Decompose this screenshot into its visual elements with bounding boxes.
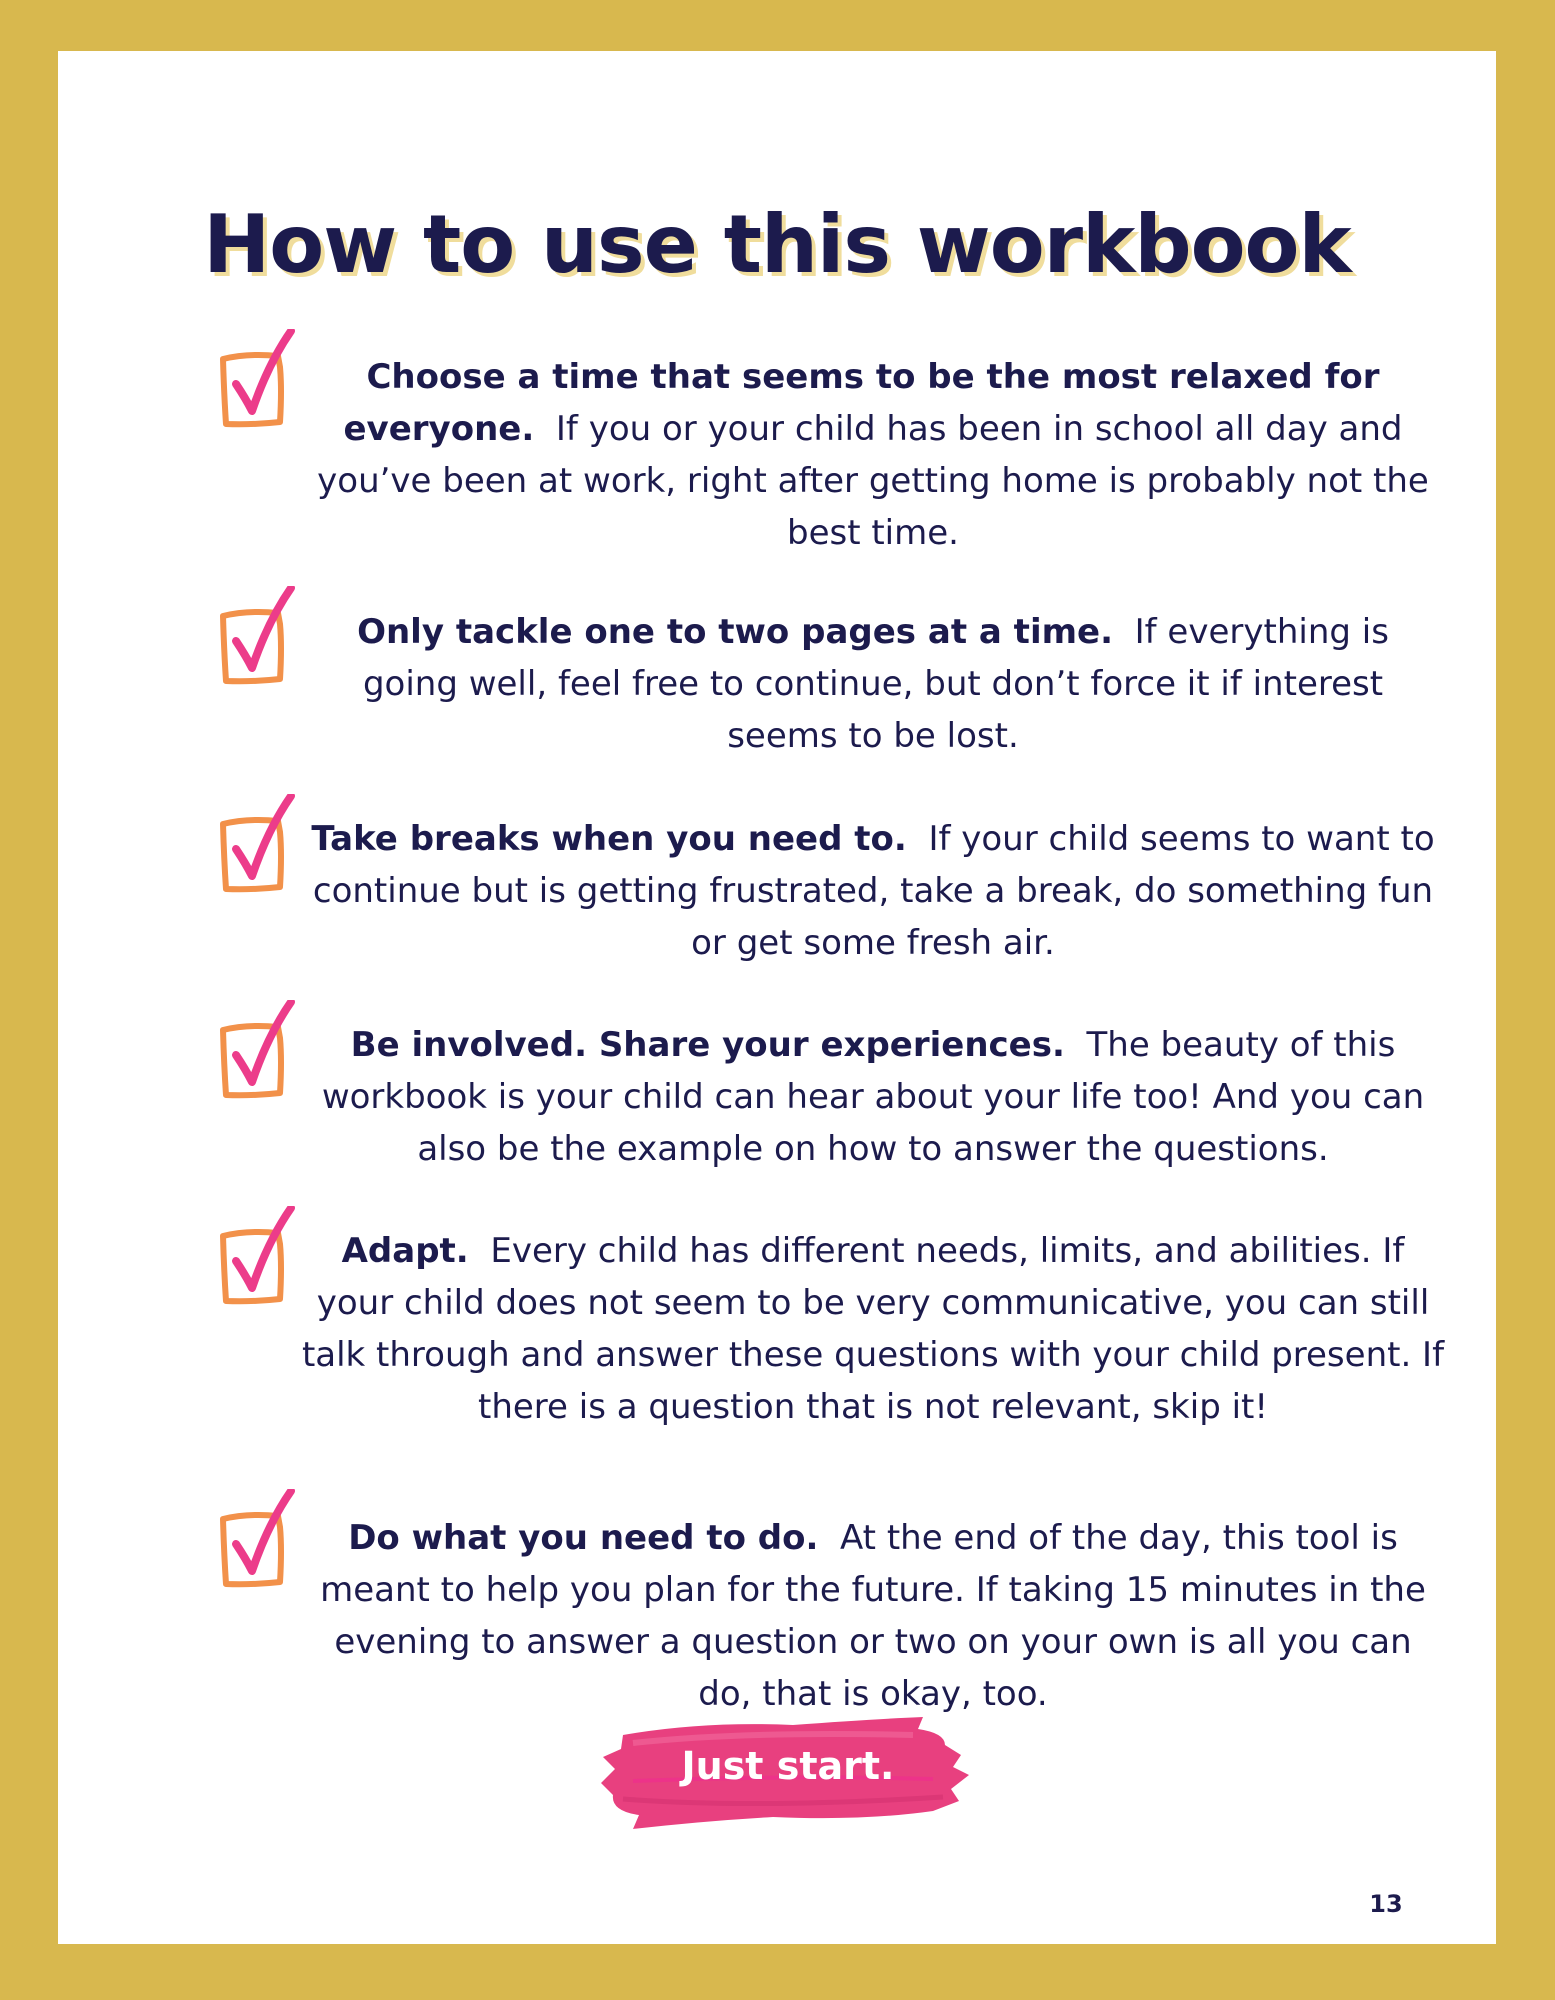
tip-heading: Take breaks when you need to.	[311, 819, 907, 859]
tip-heading: Be involved. Share your experiences.	[350, 1025, 1065, 1065]
tip-text	[308, 1019, 1438, 1175]
tip-heading: Adapt.	[341, 1231, 469, 1271]
tip-text	[308, 351, 1438, 559]
tip-heading: Only tackle one to two pages at a time.	[357, 612, 1113, 652]
checkbox-check-icon	[208, 329, 308, 439]
page-number: 13	[1369, 1890, 1403, 1918]
tip-heading: Do what you need to do.	[348, 1518, 819, 1558]
checkbox-check-icon	[208, 1206, 308, 1316]
just-start-label[interactable]: Just start.	[681, 1744, 895, 1788]
tip-body: Every child has different needs, limits, and abilities. If your child does not seem to be very communicative, you can still talk through and answer these questions with your child present. If there is a question that is not relevant, skip it!	[301, 1231, 1445, 1427]
tip-text	[308, 1512, 1438, 1720]
tip-body: If you or your child has been in school all day and you’ve been at work, right after getting home is probably not the best time.	[317, 409, 1429, 553]
tip-text	[308, 813, 1438, 969]
tip-body: If your child seems to want to continue but is getting frustrated, take a break, do something fun or get some fresh air.	[312, 819, 1435, 963]
checkbox-check-icon	[208, 794, 308, 904]
tip-body: At the end of the day, this tool is meant to help you plan for the future. If taking 15 minutes in the evening to answer a question or two on your own is all you can do, that is okay, too.	[320, 1518, 1426, 1714]
tip-body: The beauty of this workbook is your child can hear about your life too! And you can also be the example on how to answer the questions.	[321, 1025, 1425, 1169]
just-start-button[interactable]	[593, 1709, 983, 1829]
workbook-page	[58, 51, 1496, 1944]
tip-text	[308, 606, 1438, 762]
page-title: How to use this workbook	[203, 198, 1351, 291]
tip-body: If everything is going well, feel free to continue, but don’t force it if interest seems to be lost.	[362, 612, 1389, 756]
tip-heading: Choose a time that seems to be the most relaxed for everyone.	[343, 357, 1380, 449]
checkbox-check-icon	[208, 586, 308, 696]
checkbox-check-icon	[208, 1489, 308, 1599]
tip-text	[298, 1225, 1448, 1433]
checkbox-check-icon	[208, 1000, 308, 1110]
